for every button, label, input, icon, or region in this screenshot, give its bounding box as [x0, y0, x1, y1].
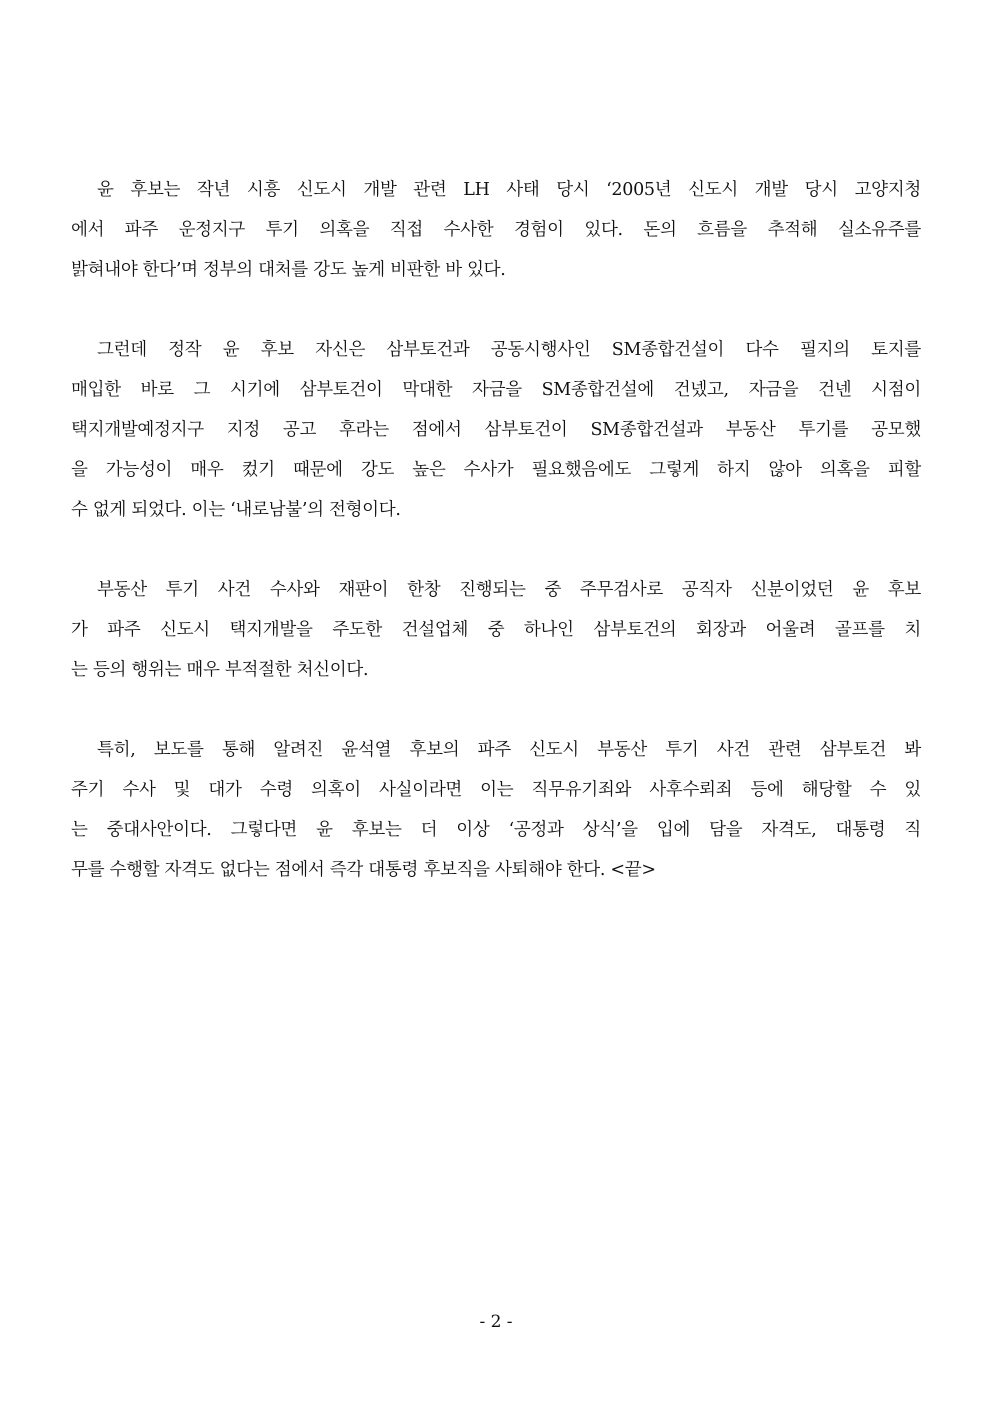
paragraph-1	[71, 170, 921, 290]
paragraph-line: 을 가능성이 매우 컸기 때문에 강도 높은 수사가 필요했음에도 그렇게 하지 않아 의혹을 피할	[71, 460, 921, 480]
paragraph-line: 택지개발예정지구 지정 공고 후라는 점에서 삼부토건이 SM종합건설과 부동산 투기를 공모했	[71, 420, 921, 440]
paragraph-line: 수 없게 되었다. 이는 ‘내로남불’의 전형이다.	[71, 500, 401, 520]
paragraph-line: 윤 후보는 작년 시흥 신도시 개발 관련 LH 사태 당시 ‘2005년 신도시 개발 당시 고양지청	[97, 180, 921, 200]
paragraph-line: 특히, 보도를 통해 알려진 윤석열 후보의 파주 신도시 부동산 투기 사건 관련 삼부토건 봐	[97, 740, 921, 760]
paragraph-line: 가 파주 신도시 택지개발을 주도한 건설업체 중 하나인 삼부토건의 회장과 어울려 골프를 치	[71, 620, 921, 640]
page-number: - 2 -	[479, 1312, 513, 1332]
paragraph-3	[71, 570, 921, 690]
paragraph-line: 는 등의 행위는 매우 부적절한 처신이다.	[71, 660, 369, 680]
paragraph-line: 주기 수사 및 대가 수령 의혹이 사실이라면 이는 직무유기죄와 사후수뢰죄 등에 해당할 수 있	[71, 780, 921, 800]
document-body	[71, 170, 921, 930]
paragraph-line: 부동산 투기 사건 수사와 재판이 한창 진행되는 중 주무검사로 공직자 신분이었던 윤 후보	[97, 580, 921, 600]
paragraph-line: 는 중대사안이다. 그렇다면 윤 후보는 더 이상 ‘공정과 상식’을 입에 담을 자격도, 대통령 직	[71, 820, 921, 840]
paragraph-line: 그런데 정작 윤 후보 자신은 삼부토건과 공동시행사인 SM종합건설이 다수 필지의 토지를	[97, 340, 921, 360]
paragraph-4	[71, 730, 921, 890]
paragraph-line: 매입한 바로 그 시기에 삼부토건이 막대한 자금을 SM종합건설에 건넸고, 자금을 건넨 시점이	[71, 380, 921, 400]
paragraph-line: 밝혀내야 한다’며 정부의 대처를 강도 높게 비판한 바 있다.	[71, 260, 506, 280]
paragraph-line: 무를 수행할 자격도 없다는 점에서 즉각 대통령 후보직을 사퇴해야 한다. <끝>	[71, 860, 656, 880]
paragraph-line: 에서 파주 운정지구 투기 의혹을 직접 수사한 경험이 있다. 돈의 흐름을 추적해 실소유주를	[71, 220, 921, 240]
paragraph-2	[71, 330, 921, 530]
